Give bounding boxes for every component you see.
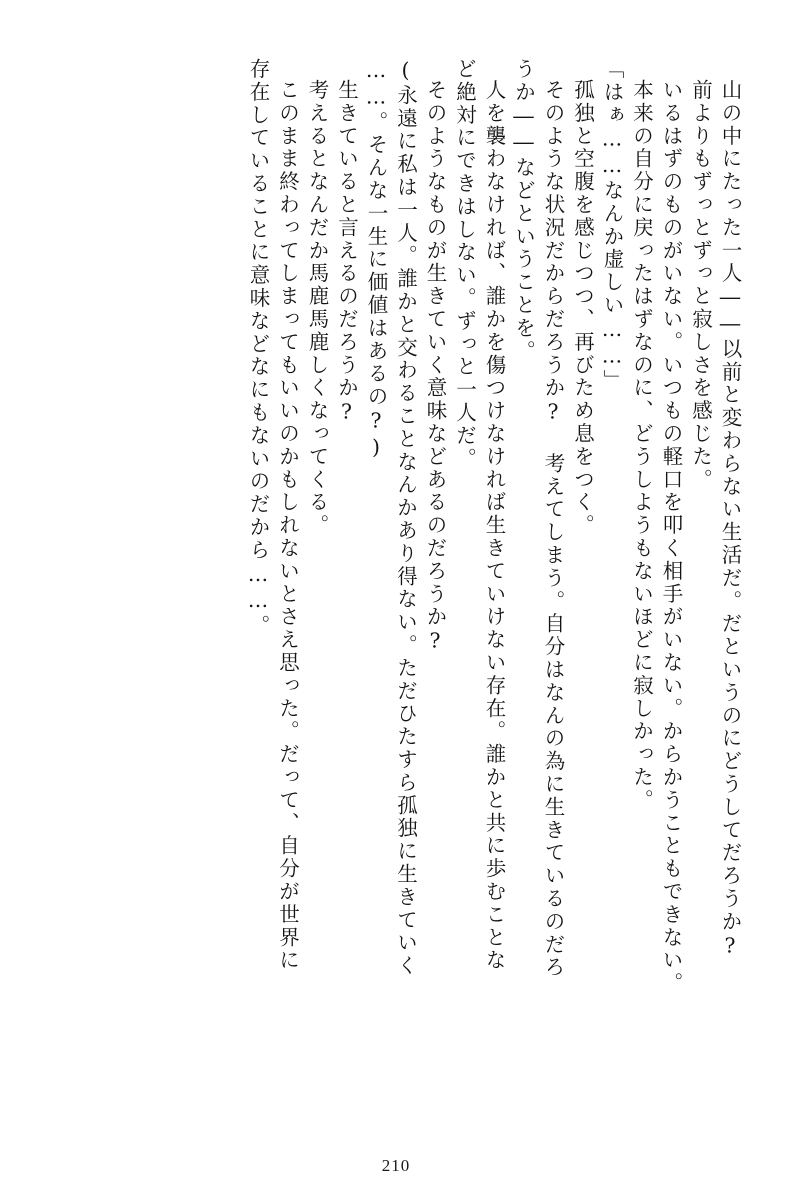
text-line: このまま終わってしまってもいいのかもしれないとさえ思った。だって、自分が世界に bbox=[275, 79, 300, 973]
text-line: 生きていると言えるのだろうか? bbox=[334, 79, 359, 426]
text-line: 存在していることに意味などなにもないのだから……。 bbox=[246, 58, 270, 638]
text-line: いるはずのものがいない。いつもの軽口を叩く相手がいない。からかうこともできない。 bbox=[659, 79, 683, 995]
text-line: 考えるとなんだか馬鹿馬鹿しくなってくる。 bbox=[305, 79, 329, 537]
text-line: 「はぁ……なんか虚しい……」 bbox=[600, 58, 624, 393]
text-line: そのようなものが生きていく意味などあるのだろうか? bbox=[423, 79, 447, 655]
vertical-text-body bbox=[52, 58, 740, 1118]
text-line: ど絶対にできはしない。ずっと一人だ。 bbox=[452, 58, 477, 471]
text-line: ……。そんな一生に価値はあるの?) bbox=[364, 58, 388, 462]
text-line: 人を襲わなければ、誰かを傷つけなければ生きていけない存在。誰かと共に歩むことな bbox=[482, 79, 506, 973]
text-line: 本来の自分に戻ったはずなのに、どうしようもないほどに寂しかった。 bbox=[629, 79, 654, 812]
text-line: 孤独と空腹を感じつつ、再びため息をつく。 bbox=[570, 79, 595, 537]
text-line: (永遠に私は一人。誰かと交わることなんかあり得ない。ただひたすら孤独に生きていく bbox=[393, 58, 418, 978]
text-line: そのような状況だからだろうか? 考えてしまう。自分はなんの為に生きているのだろ bbox=[541, 79, 565, 980]
text-line: うか――などということを。 bbox=[511, 58, 536, 363]
page-number: 210 bbox=[381, 1156, 411, 1175]
text-line: 前よりもずっとずっと寂しさを感じた。 bbox=[688, 79, 713, 492]
text-line: 山の中にたった一人――以前と変わらない生活だ。だというのにどうしてだろうか? bbox=[718, 79, 742, 960]
